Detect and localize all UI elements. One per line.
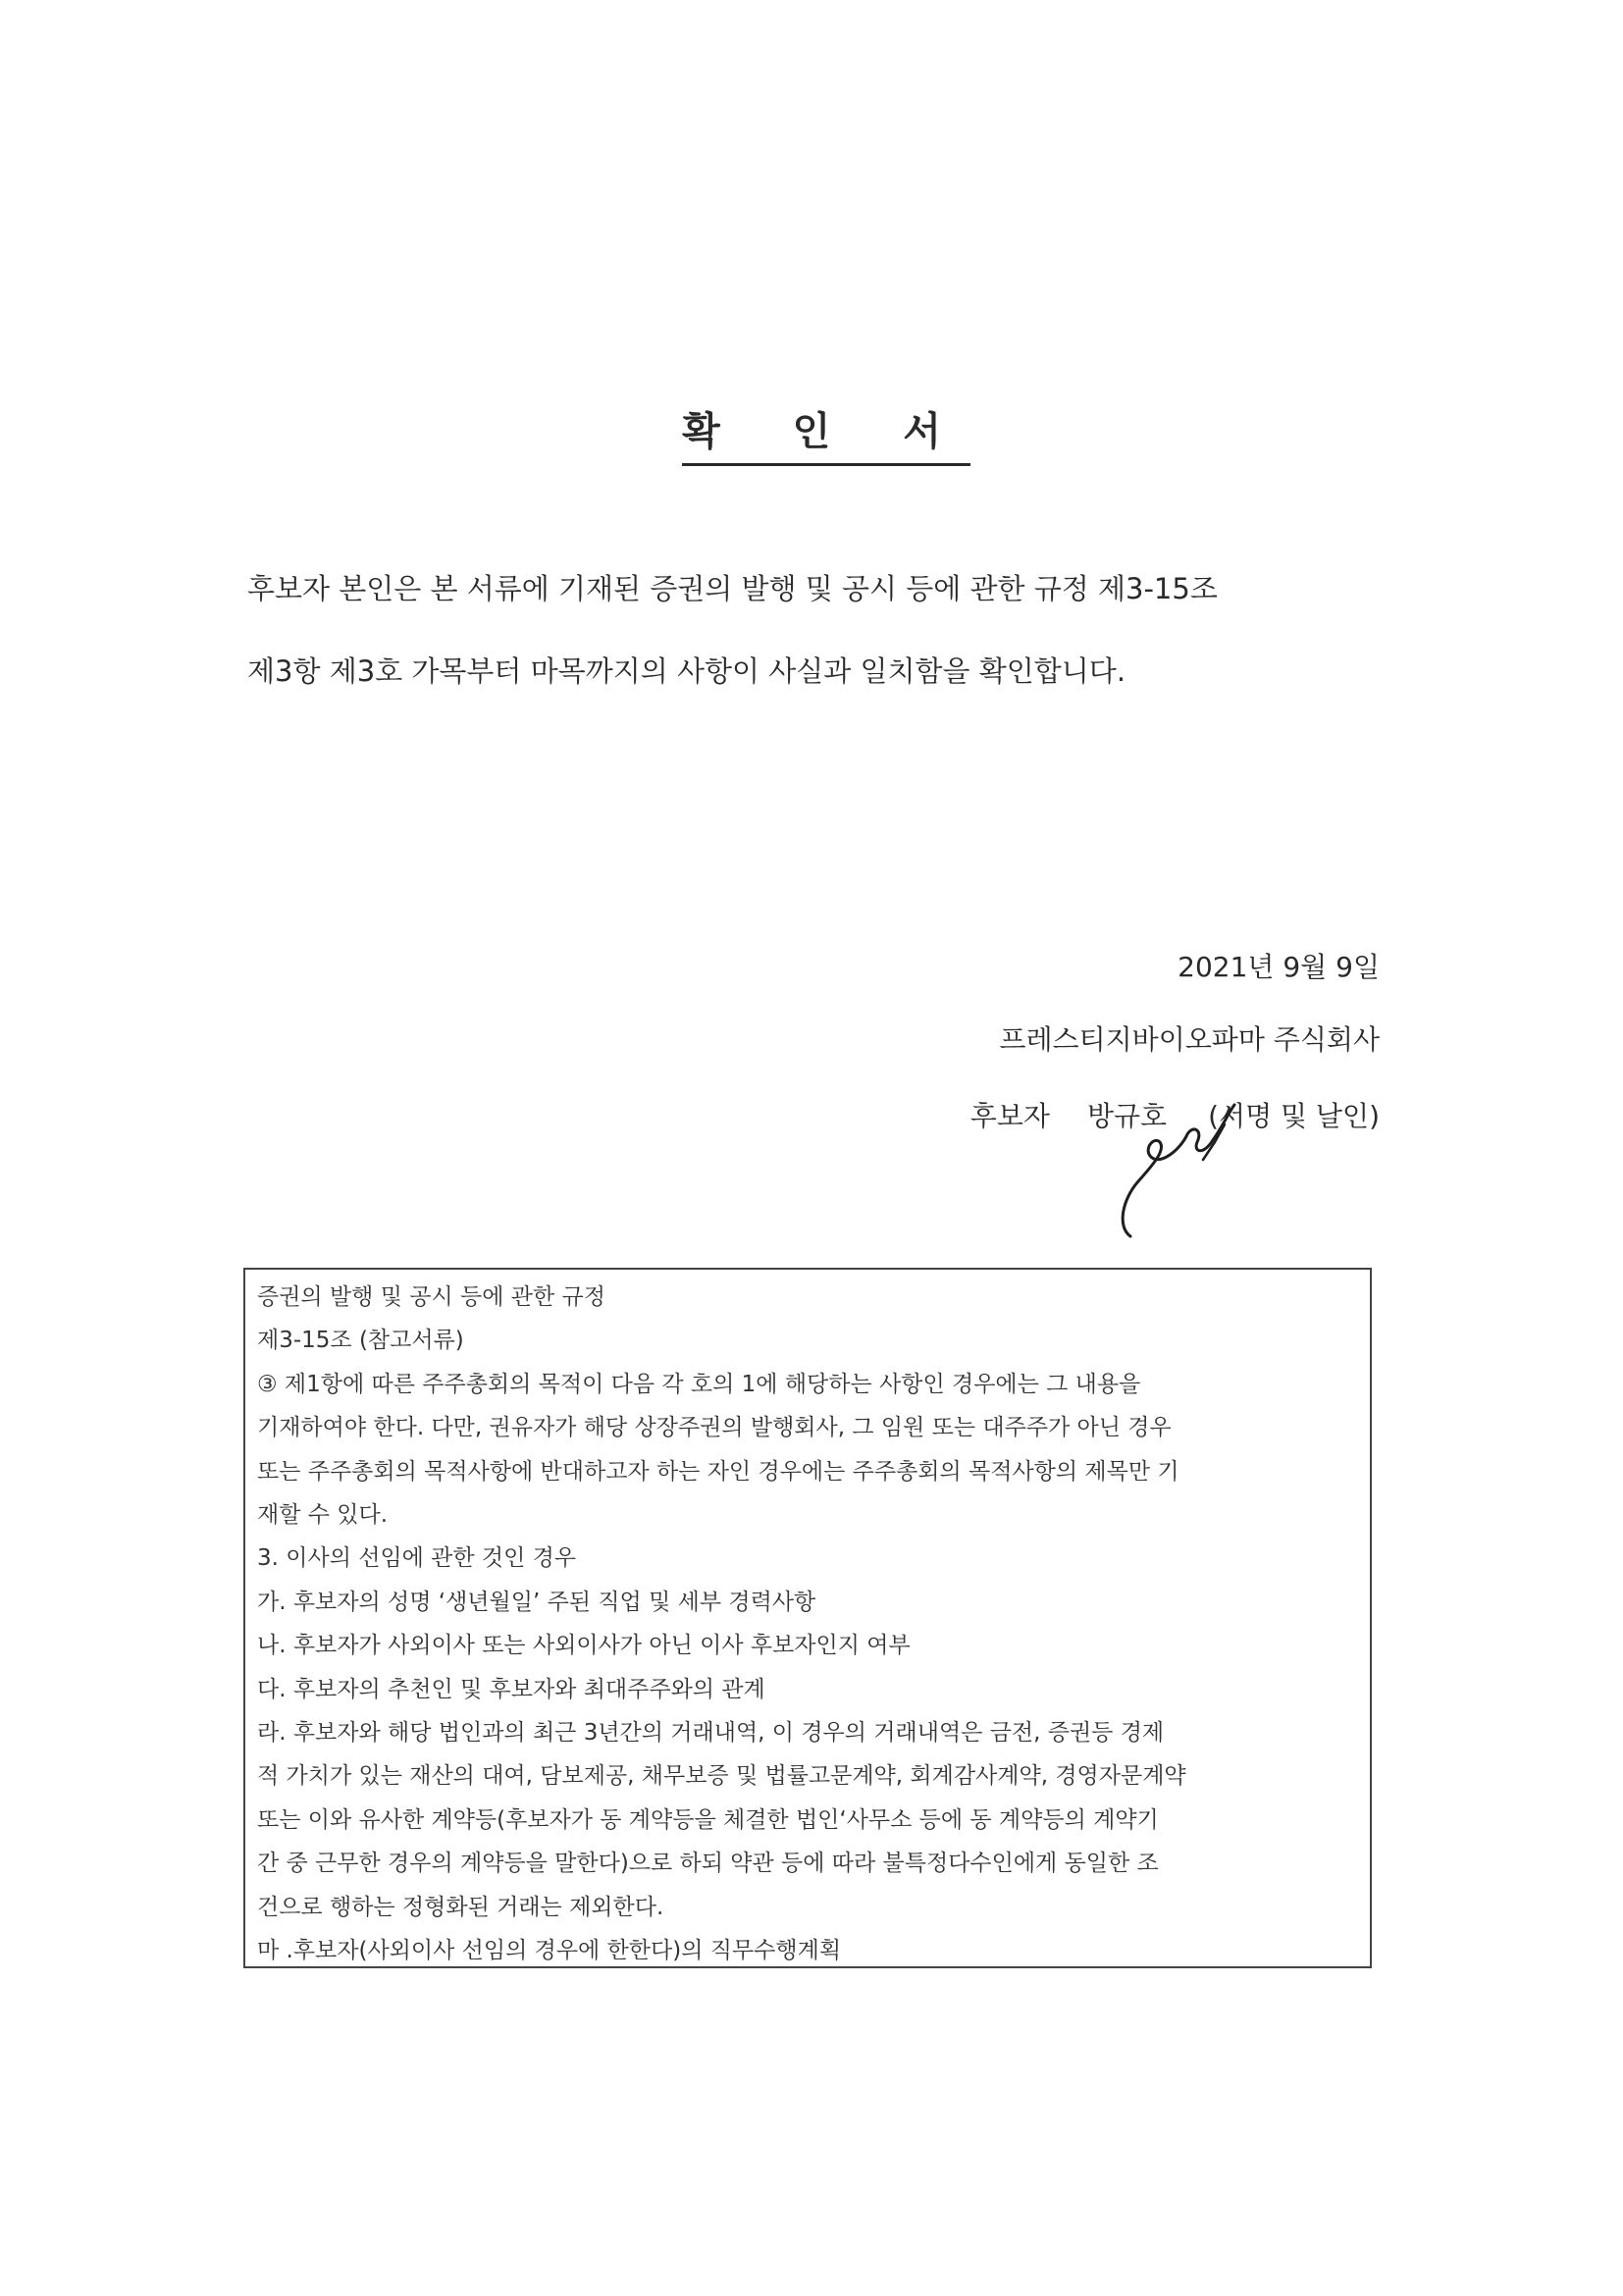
candidate-label: 후보자: [969, 1100, 1050, 1132]
statement-line-2: 제3항 제3호 가목부터 마목까지의 사항이 사실과 일치함을 확인합니다.: [247, 654, 1126, 688]
regulation-line: 기재하여야 한다. 다만, 권유자가 해당 상장주권의 발행회사, 그 임원 또는 대주주가 아닌 경우: [257, 1415, 1172, 1441]
regulation-line: 마 .후보자(사외이사 선임의 경우에 한한다)의 직무수행계획: [257, 1938, 842, 1964]
regulation-line: 제3-15조 (참고서류): [257, 1328, 464, 1354]
regulation-line: 3. 이사의 선임에 관한 것인 경우: [257, 1545, 577, 1572]
regulation-line: 다. 후보자의 추천인 및 후보자와 최대주주와의 관계: [257, 1676, 765, 1702]
document-title-wrap: [0, 404, 1623, 466]
regulation-line: 간 중 근무한 경우의 계약등을 말한다)으로 하되 약관 등에 따라 불특정다수인에게 동일한 조: [257, 1851, 1159, 1877]
regulation-line: 또는 이와 유사한 계약등(후보자가 동 계약등을 체결한 법인‘사무소 등에 동 계약등의 계약기: [257, 1806, 1159, 1833]
regulation-line: 나. 후보자가 사외이사 또는 사외이사가 아닌 이사 후보자인지 여부: [257, 1633, 911, 1659]
regulation-line: 또는 주주총회의 목적사항에 반대하고자 하는 자인 경우에는 주주총회의 목적사항의 제목만 기: [257, 1458, 1179, 1485]
regulation-line: ③ 제1항에 따른 주주총회의 목적이 다음 각 호의 1에 해당하는 사항인 경우에는 그 내용을: [257, 1371, 1141, 1397]
regulation-line: 건으로 행하는 정형화된 거래는 제외한다.: [257, 1894, 664, 1920]
document-title: 확 인 서: [682, 404, 970, 466]
document-date: 2021년 9월 9일: [1178, 951, 1380, 983]
regulation-line: 증권의 발행 및 공시 등에 관한 규정: [257, 1284, 605, 1310]
statement-line-1: 후보자 본인은 본 서류에 기재된 증권의 발행 및 공시 등에 관한 규정 제3-15조: [247, 572, 1218, 605]
regulation-line: 적 가치가 있는 재산의 대여, 담보제공, 채무보증 및 법률고문계약, 회계감사계약, 경영자문계약: [257, 1763, 1186, 1790]
regulation-box: [243, 1268, 1372, 1968]
regulation-line: 라. 후보자와 해당 법인과의 최근 3년간의 거래내역, 이 경우의 거래내역은 금전, 증권등 경제: [257, 1720, 1165, 1747]
company-name: 프레스티지바이오파마 주식회사: [999, 1023, 1380, 1056]
signature-label: (서명 및 날인): [1208, 1100, 1380, 1132]
regulation-line: 가. 후보자의 성명 ‘생년월일’ 주된 직업 및 세부 경력사항: [257, 1589, 816, 1615]
regulation-line: 재할 수 있다.: [257, 1502, 389, 1529]
candidate-name: 방규호: [1086, 1100, 1168, 1132]
handwritten-signature: [1109, 1091, 1276, 1238]
